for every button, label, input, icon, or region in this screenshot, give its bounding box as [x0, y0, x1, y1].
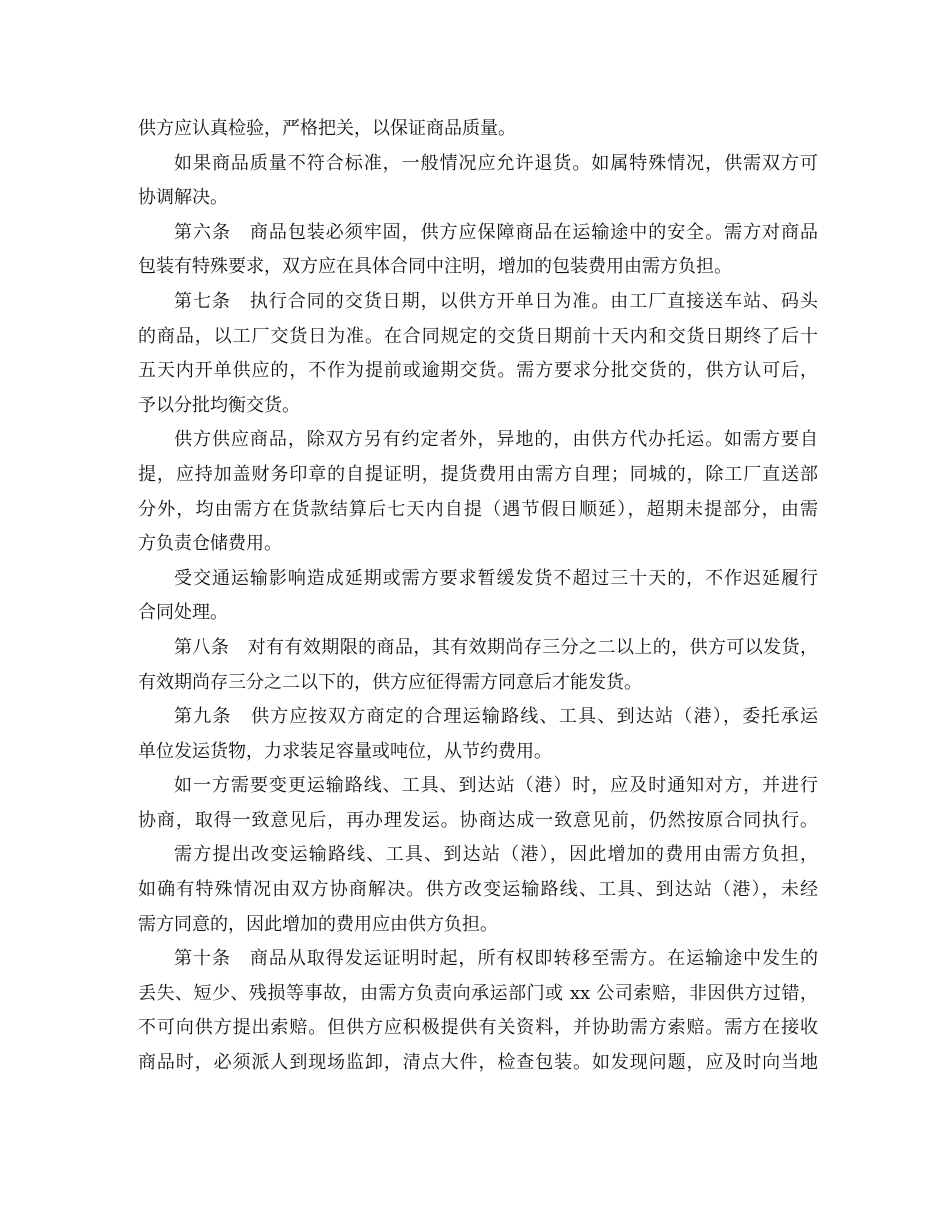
- text-line: 方负责仓储费用。: [138, 533, 282, 555]
- text-line: 分外，均由需方在货款结算后七天内自提（遇节假日顺延），超期未提部分，由需: [138, 498, 818, 520]
- text-line: 第七条 执行合同的交货日期，以供方开单日为准。由工厂直接送车站、码头: [174, 290, 818, 312]
- text-line: 第六条 商品包装必须牢固，供方应保障商品在运输途中的安全。需方对商品: [174, 221, 818, 243]
- text-line: 供方应认真检验，严格把关，以保证商品质量。: [138, 118, 516, 139]
- text-line: 如一方需要变更运输路线、工具、到达站（港）时，应及时通知对方，并进行: [174, 775, 818, 797]
- text-line: 单位发运货物，力求装足容量或吨位，从节约费用。: [138, 740, 552, 762]
- text-line: 第九条 供方应按双方商定的合理运输路线、工具、到达站（港），委托承运: [174, 706, 818, 728]
- text-line: 五天内开单供应的，不作为提前或逾期交货。需方要求分批交货的，供方认可后，: [138, 360, 818, 382]
- text-line: 商品时，必须派人到现场监卸，清点大件，检查包装。如发现问题，应及时向当地: [138, 1052, 818, 1074]
- text-line: 合同处理。: [138, 602, 228, 624]
- text-line: 提，应持加盖财务印章的自提证明，提货费用由需方自理；同城的，除工厂直送部: [138, 463, 818, 485]
- text-line: 协调解决。: [138, 187, 228, 209]
- text-line: 丢失、短少、残损等事故，由需方负责向承运部门或 xx 公司索赔，非因供方过错，: [138, 982, 818, 1004]
- text-line: 受交通运输影响造成延期或需方要求暂缓发货不超过三十天的，不作迟延履行: [174, 567, 818, 589]
- text-line: 予以分批均衡交货。: [138, 394, 300, 416]
- text-line: 供方供应商品，除双方另有约定者外，异地的，由供方代办托运。如需方要自: [174, 429, 818, 451]
- text-line: 协商，取得一致意见后，再办理发运。协商达成一致意见前，仍然按原合同执行。: [138, 809, 818, 831]
- text-line: 不可向供方提出索赔。但供方应积极提供有关资料，并协助需方索赔。需方在接收: [138, 1017, 818, 1039]
- text-line: 有效期尚存三分之二以下的，供方应征得需方同意后才能发货。: [138, 671, 642, 693]
- text-line: 包装有特殊要求，双方应在具体合同中注明，增加的包装费用由需方负担。: [138, 256, 732, 278]
- text-line: 第八条 对有有效期限的商品，其有效期尚存三分之二以上的，供方可以发货，: [174, 636, 818, 658]
- text-line: 需方同意的，因此增加的费用应由供方负担。: [138, 913, 498, 935]
- text-line: 第十条 商品从取得发运证明时起，所有权即转移至需方。在运输途中发生的: [174, 948, 818, 970]
- text-line: 如果商品质量不符合标准，一般情况应允许退货。如属特殊情况，供需双方可: [174, 152, 818, 174]
- text-line: 如确有特殊情况由双方协商解决。供方改变运输路线、工具、到达站（港），未经: [138, 879, 818, 901]
- document-page: [138, 112, 818, 1081]
- text-line: 的商品，以工厂交货日为准。在合同规定的交货日期前十天内和交货日期终了后十: [138, 325, 818, 347]
- text-line: 需方提出改变运输路线、工具、到达站（港），因此增加的费用由需方负担，: [174, 844, 818, 866]
